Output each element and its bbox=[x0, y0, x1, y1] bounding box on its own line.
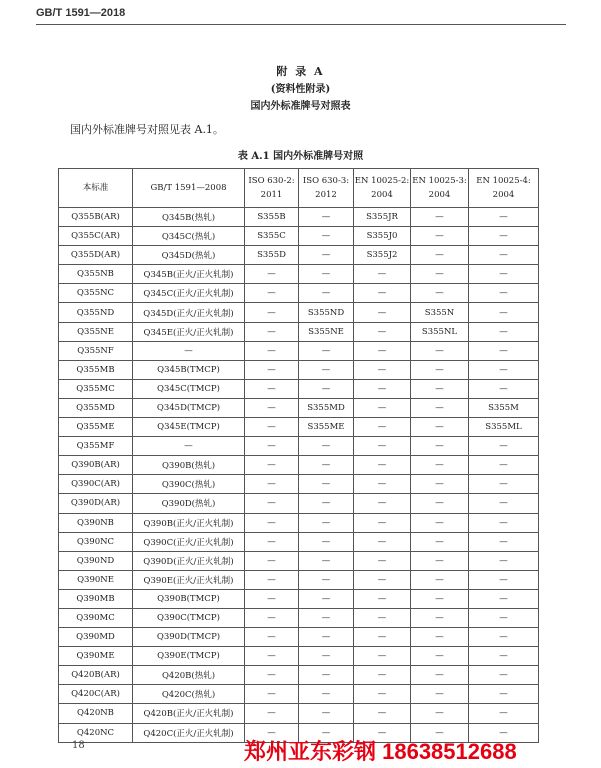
table-cell: Q390NB bbox=[59, 513, 133, 532]
table-cell: — bbox=[299, 208, 354, 227]
table-row bbox=[59, 379, 539, 398]
table-cell: — bbox=[245, 513, 299, 532]
column-header bbox=[133, 169, 245, 208]
table-cell: S355J0 bbox=[354, 227, 411, 246]
table-cell: — bbox=[469, 360, 539, 379]
table-cell: — bbox=[469, 246, 539, 265]
table-cell: — bbox=[469, 437, 539, 456]
table-cell: Q355NC bbox=[59, 284, 133, 303]
table-cell: Q390D(正火/正火轧制) bbox=[133, 551, 245, 570]
table-cell: — bbox=[469, 608, 539, 627]
table-cell: — bbox=[411, 494, 469, 513]
table-cell: Q390D(AR) bbox=[59, 494, 133, 513]
table-cell: Q355NF bbox=[59, 341, 133, 360]
table-cell: — bbox=[354, 456, 411, 475]
table-cell: — bbox=[469, 570, 539, 589]
table-cell: — bbox=[299, 360, 354, 379]
table-cell: — bbox=[354, 265, 411, 284]
table-cell: S355JR bbox=[354, 208, 411, 227]
table-cell: — bbox=[354, 532, 411, 551]
table-cell: — bbox=[411, 437, 469, 456]
table-row bbox=[59, 303, 539, 322]
table-cell: Q420C(热轧) bbox=[133, 685, 245, 704]
column-header bbox=[245, 169, 299, 208]
table-cell: — bbox=[299, 647, 354, 666]
grade-comparison-table bbox=[58, 168, 539, 743]
table-cell: Q345D(热轧) bbox=[133, 246, 245, 265]
table-cell: — bbox=[469, 589, 539, 608]
table-cell: — bbox=[245, 647, 299, 666]
table-cell: — bbox=[245, 360, 299, 379]
column-header-text: 2004 bbox=[492, 190, 515, 200]
table-cell: — bbox=[469, 341, 539, 360]
table-cell: Q345B(TMCP) bbox=[133, 360, 245, 379]
table-cell: — bbox=[245, 704, 299, 723]
table-cell: — bbox=[411, 265, 469, 284]
table-row bbox=[59, 227, 539, 246]
table-cell: Q345E(TMCP) bbox=[133, 418, 245, 437]
table-cell: — bbox=[245, 456, 299, 475]
column-header bbox=[59, 169, 133, 208]
table-cell: — bbox=[299, 227, 354, 246]
table-cell: — bbox=[411, 723, 469, 742]
table-cell: Q420B(正火/正火轧制) bbox=[133, 704, 245, 723]
table-cell: — bbox=[245, 551, 299, 570]
table-cell: — bbox=[299, 666, 354, 685]
table-cell: — bbox=[469, 475, 539, 494]
table-cell: — bbox=[411, 418, 469, 437]
table-cell: — bbox=[299, 723, 354, 742]
table-cell: — bbox=[411, 360, 469, 379]
table-row bbox=[59, 360, 539, 379]
table-cell: Q355ME bbox=[59, 418, 133, 437]
table-cell: Q390B(TMCP) bbox=[133, 589, 245, 608]
table-cell: — bbox=[411, 208, 469, 227]
table-cell: — bbox=[354, 570, 411, 589]
column-header-text: 2004 bbox=[371, 190, 393, 200]
table-cell: — bbox=[299, 551, 354, 570]
table-row bbox=[59, 322, 539, 341]
table-cell: Q355NB bbox=[59, 265, 133, 284]
table-cell: — bbox=[354, 723, 411, 742]
table-cell: Q390ND bbox=[59, 551, 133, 570]
table-cell: — bbox=[469, 284, 539, 303]
table-row bbox=[59, 685, 539, 704]
column-header-text: EN 10025-2: bbox=[354, 176, 410, 186]
table-body bbox=[59, 208, 539, 743]
table-cell: — bbox=[469, 513, 539, 532]
table-cell: Q420C(AR) bbox=[59, 685, 133, 704]
table-cell: — bbox=[469, 551, 539, 570]
table-cell: — bbox=[469, 322, 539, 341]
table-cell: — bbox=[133, 437, 245, 456]
table-cell: — bbox=[411, 227, 469, 246]
table-row bbox=[59, 647, 539, 666]
table-row bbox=[59, 494, 539, 513]
table-cell: Q390C(TMCP) bbox=[133, 608, 245, 627]
table-cell: — bbox=[354, 341, 411, 360]
table-cell: S355N bbox=[411, 303, 469, 322]
table-cell: — bbox=[354, 589, 411, 608]
table-row bbox=[59, 456, 539, 475]
table-cell: — bbox=[299, 475, 354, 494]
table-cell: — bbox=[411, 246, 469, 265]
table-cell: — bbox=[245, 628, 299, 647]
table-row bbox=[59, 704, 539, 723]
table-cell: Q390D(热轧) bbox=[133, 494, 245, 513]
table-cell: — bbox=[245, 398, 299, 417]
table-cell: Q390ME bbox=[59, 647, 133, 666]
table-cell: — bbox=[469, 685, 539, 704]
table-cell: Q355C(AR) bbox=[59, 227, 133, 246]
table-cell: S355NL bbox=[411, 322, 469, 341]
table-cell: — bbox=[411, 341, 469, 360]
table-cell: — bbox=[354, 284, 411, 303]
table-cell: — bbox=[354, 322, 411, 341]
table-cell: — bbox=[469, 647, 539, 666]
table-cell: — bbox=[469, 227, 539, 246]
column-header bbox=[411, 169, 469, 208]
watermark-text: 郑州亚东彩钢 18638512688 bbox=[244, 739, 517, 764]
table-cell: — bbox=[469, 494, 539, 513]
table-cell: Q390MB bbox=[59, 589, 133, 608]
table-cell: Q420C(正火/正火轧制) bbox=[133, 723, 245, 742]
table-cell: — bbox=[411, 685, 469, 704]
table-cell: — bbox=[245, 475, 299, 494]
table-cell: Q345B(热轧) bbox=[133, 208, 245, 227]
table-cell: Q345D(正火/正火轧制) bbox=[133, 303, 245, 322]
table-cell: — bbox=[411, 608, 469, 627]
column-header-text: 2004 bbox=[428, 190, 451, 200]
table-cell: — bbox=[354, 513, 411, 532]
table-cell: — bbox=[299, 341, 354, 360]
table-cell: — bbox=[245, 418, 299, 437]
table-cell: — bbox=[354, 551, 411, 570]
table-row bbox=[59, 284, 539, 303]
table-cell: S355M bbox=[469, 398, 539, 417]
table-cell: — bbox=[354, 494, 411, 513]
table-cell: — bbox=[354, 475, 411, 494]
table-cell: — bbox=[411, 570, 469, 589]
table-cell: — bbox=[469, 666, 539, 685]
column-header-text: ISO 630-2: bbox=[248, 176, 295, 186]
table-cell: — bbox=[411, 589, 469, 608]
table-cell: — bbox=[299, 704, 354, 723]
table-cell: Q390C(热轧) bbox=[133, 475, 245, 494]
table-cell: Q355MB bbox=[59, 360, 133, 379]
table-cell: Q390E(TMCP) bbox=[133, 647, 245, 666]
table-row bbox=[59, 666, 539, 685]
table-cell: — bbox=[299, 437, 354, 456]
table-cell: S355D bbox=[245, 246, 299, 265]
table-cell: — bbox=[354, 685, 411, 704]
table-cell: — bbox=[299, 685, 354, 704]
table-cell: Q390MD bbox=[59, 628, 133, 647]
table-cell: Q390C(正火/正火轧制) bbox=[133, 532, 245, 551]
table-cell: — bbox=[299, 379, 354, 398]
table-cell: — bbox=[299, 589, 354, 608]
table-cell: — bbox=[245, 265, 299, 284]
column-header-text: GB/T 1591—2008 bbox=[150, 183, 227, 193]
table-cell: — bbox=[411, 284, 469, 303]
appendix-heading: 国内外标准牌号对照表 bbox=[250, 101, 351, 112]
table-cell: — bbox=[411, 475, 469, 494]
table-row bbox=[59, 475, 539, 494]
table-cell: Q345E(正火/正火轧制) bbox=[133, 322, 245, 341]
table-cell: Q390B(AR) bbox=[59, 456, 133, 475]
table-cell: Q420NC bbox=[59, 723, 133, 742]
table-cell: — bbox=[354, 608, 411, 627]
table-cell: Q420B(热轧) bbox=[133, 666, 245, 685]
appendix-title: 附 录 A bbox=[276, 65, 325, 78]
table-cell: — bbox=[411, 513, 469, 532]
table-cell: — bbox=[469, 265, 539, 284]
column-header bbox=[469, 169, 539, 208]
table-cell: — bbox=[299, 513, 354, 532]
table-row bbox=[59, 570, 539, 589]
table-cell: — bbox=[245, 685, 299, 704]
table-cell: — bbox=[245, 723, 299, 742]
table-cell: — bbox=[354, 666, 411, 685]
column-header-text: 2012 bbox=[315, 190, 337, 200]
table-cell: S355C bbox=[245, 227, 299, 246]
table-cell: Q345C(TMCP) bbox=[133, 379, 245, 398]
table-cell: Q355ND bbox=[59, 303, 133, 322]
table-cell: — bbox=[133, 341, 245, 360]
table-cell: — bbox=[354, 398, 411, 417]
table-cell: Q355MF bbox=[59, 437, 133, 456]
column-header-text: ISO 630-3: bbox=[302, 176, 350, 186]
table-cell: — bbox=[354, 303, 411, 322]
table-cell: — bbox=[299, 532, 354, 551]
table-cell: — bbox=[354, 360, 411, 379]
table-cell: — bbox=[354, 647, 411, 666]
table-cell: — bbox=[245, 437, 299, 456]
table-cell: — bbox=[299, 570, 354, 589]
table-cell: S355B bbox=[245, 208, 299, 227]
table-cell: — bbox=[469, 208, 539, 227]
intro-paragraph: 国内外标准牌号对照见表 A.1。 bbox=[70, 123, 224, 136]
table-cell: S355ME bbox=[299, 418, 354, 437]
table-row bbox=[59, 341, 539, 360]
table-cell: — bbox=[469, 456, 539, 475]
table-row bbox=[59, 437, 539, 456]
table-cell: — bbox=[411, 532, 469, 551]
table-cell: Q345D(TMCP) bbox=[133, 398, 245, 417]
table-row bbox=[59, 208, 539, 227]
table-cell: Q355D(AR) bbox=[59, 246, 133, 265]
table-cell: — bbox=[245, 303, 299, 322]
table-cell: Q390D(TMCP) bbox=[133, 628, 245, 647]
table-cell: Q390MC bbox=[59, 608, 133, 627]
table-cell: — bbox=[245, 589, 299, 608]
table-cell: Q355MC bbox=[59, 379, 133, 398]
table-cell: Q345C(热轧) bbox=[133, 227, 245, 246]
table-cell: — bbox=[469, 303, 539, 322]
table-cell: Q390NE bbox=[59, 570, 133, 589]
table-cell: — bbox=[245, 322, 299, 341]
document-code: GB/T 1591—2018 bbox=[36, 7, 126, 19]
table-cell: Q355B(AR) bbox=[59, 208, 133, 227]
table-cell: Q420NB bbox=[59, 704, 133, 723]
table-cell: — bbox=[245, 494, 299, 513]
table-cell: — bbox=[411, 666, 469, 685]
column-header-text: EN 10025-4: bbox=[476, 176, 531, 186]
table-cell: — bbox=[469, 532, 539, 551]
table-header-row bbox=[59, 169, 539, 208]
table-cell: — bbox=[411, 704, 469, 723]
table-cell: Q355MD bbox=[59, 398, 133, 417]
table-cell: — bbox=[411, 551, 469, 570]
table-cell: Q420B(AR) bbox=[59, 666, 133, 685]
table-cell: — bbox=[245, 532, 299, 551]
column-header-text: 本标准 bbox=[82, 183, 109, 193]
table-cell: — bbox=[469, 723, 539, 742]
table-row bbox=[59, 532, 539, 551]
header-rule bbox=[36, 24, 566, 25]
table-cell: — bbox=[469, 704, 539, 723]
table-cell: — bbox=[411, 379, 469, 398]
page-number: 18 bbox=[72, 740, 85, 751]
table-cell: — bbox=[354, 418, 411, 437]
table-row bbox=[59, 551, 539, 570]
table-cell: S355J2 bbox=[354, 246, 411, 265]
table-cell: Q355NE bbox=[59, 322, 133, 341]
table-cell: — bbox=[411, 628, 469, 647]
table-cell: — bbox=[411, 398, 469, 417]
table-caption: 表 A.1 国内外标准牌号对照 bbox=[237, 151, 364, 162]
table-row bbox=[59, 608, 539, 627]
table-cell: — bbox=[299, 628, 354, 647]
table-cell: Q345C(正火/正火轧制) bbox=[133, 284, 245, 303]
table-cell: Q390B(正火/正火轧制) bbox=[133, 513, 245, 532]
table-cell: S355MD bbox=[299, 398, 354, 417]
table-cell: Q390C(AR) bbox=[59, 475, 133, 494]
table-row bbox=[59, 589, 539, 608]
table-cell: — bbox=[245, 341, 299, 360]
table-cell: — bbox=[299, 456, 354, 475]
table-cell: — bbox=[299, 265, 354, 284]
column-header bbox=[354, 169, 411, 208]
table-cell: — bbox=[354, 628, 411, 647]
table-row bbox=[59, 513, 539, 532]
table-cell: Q390B(热轧) bbox=[133, 456, 245, 475]
table-cell: — bbox=[469, 379, 539, 398]
table-row bbox=[59, 246, 539, 265]
table-cell: Q345B(正火/正火轧制) bbox=[133, 265, 245, 284]
table-cell: — bbox=[354, 379, 411, 398]
table-cell: — bbox=[245, 570, 299, 589]
table-cell: — bbox=[245, 666, 299, 685]
table-cell: — bbox=[469, 628, 539, 647]
table-row bbox=[59, 418, 539, 437]
table-row bbox=[59, 628, 539, 647]
table-cell: — bbox=[411, 456, 469, 475]
appendix-subtitle: (资料性附录) bbox=[270, 84, 331, 95]
table-cell: — bbox=[299, 246, 354, 265]
table-cell: — bbox=[245, 379, 299, 398]
table-cell: — bbox=[299, 284, 354, 303]
column-header bbox=[299, 169, 354, 208]
table-cell: Q390NC bbox=[59, 532, 133, 551]
table-cell: — bbox=[354, 704, 411, 723]
table-cell: — bbox=[354, 437, 411, 456]
column-header-text: 2011 bbox=[260, 190, 283, 200]
table-cell: S355NE bbox=[299, 322, 354, 341]
table-cell: — bbox=[245, 608, 299, 627]
table-cell: — bbox=[411, 647, 469, 666]
table-cell: Q390E(正火/正火轧制) bbox=[133, 570, 245, 589]
table-row bbox=[59, 398, 539, 417]
table-row bbox=[59, 265, 539, 284]
table-cell: S355ML bbox=[469, 418, 539, 437]
column-header-text: EN 10025-3: bbox=[412, 176, 467, 186]
table-cell: — bbox=[299, 494, 354, 513]
table-cell: — bbox=[245, 284, 299, 303]
table-cell: S355ND bbox=[299, 303, 354, 322]
table-cell: — bbox=[299, 608, 354, 627]
